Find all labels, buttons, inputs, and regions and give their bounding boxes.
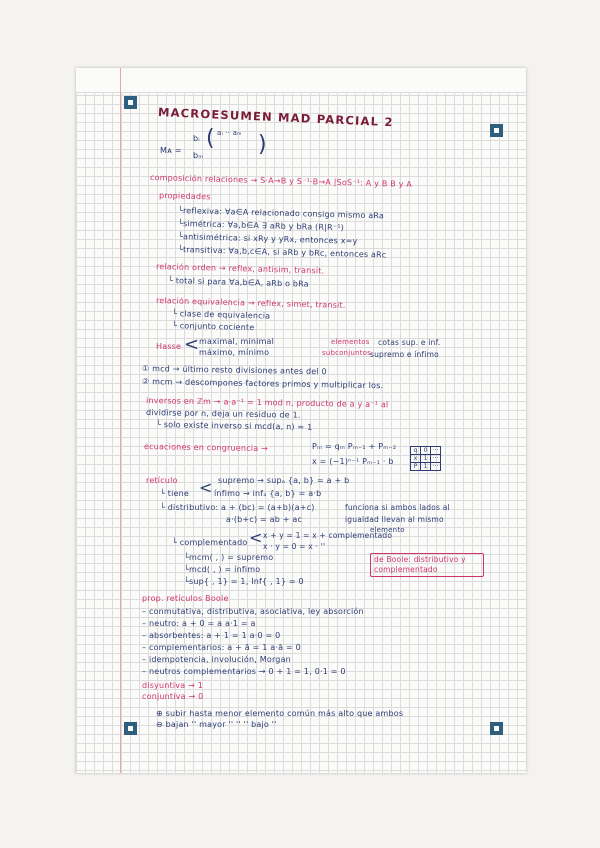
matrix-left-paren: (	[206, 126, 215, 151]
reticulo-sup: └sup{ , 1} = 1, Inf{ , 1} = 0	[184, 577, 304, 586]
relacion-orden: relación orden → reflex, antisim, transit.	[155, 262, 325, 276]
ecuaciones-formula-1: Pₘ = qₘ Pₘ₋₁ + Pₘ₋₂	[312, 442, 397, 451]
maximo-minimo: máximo, mínimo	[199, 348, 270, 357]
hasse-brace: <	[184, 334, 200, 355]
table-row	[411, 447, 441, 455]
prop-boole-1: – conmutativa, distributiva, asociativa, ley absorción	[142, 607, 364, 616]
prop-reflexiva: └reflexiva: ∀a∈A relacionado consigo mismo aRa	[177, 206, 385, 221]
reticulo-distributivo: └ distributivo: a + (bc) = (a+b)(a+c)	[160, 503, 315, 512]
prop-transitiva: └transitiva: ∀a,b,c∈A, si aRb y bRc, entonces aRc	[177, 245, 387, 260]
boole-note-line-1: de Boole: distributivo y	[374, 555, 466, 564]
conjunto-cociente: └ conjunto cociente	[171, 321, 255, 333]
page-top-strip	[76, 68, 526, 93]
reticulo-brace: <	[199, 478, 213, 497]
page-title: MACROESUMEN MAD PARCIAL 2	[157, 105, 394, 130]
hasse-label: Hasse	[156, 342, 182, 351]
reticulo-supremo: supremo → supₐ {a, b} = a + b	[218, 476, 350, 485]
table-cell: x	[411, 455, 421, 463]
matrix-row2: bₘ	[193, 151, 204, 160]
prop-boole-6: – neutros complementarios → 0 + 1 = 1, 0·1 = 0	[142, 667, 346, 676]
relacion-equivalencia: relación equivalencia → reflex, simet, transit.	[155, 296, 346, 310]
table-cell: 1	[421, 455, 431, 463]
mcm-line: ② mcm → descompones factores primos y multiplicar los.	[141, 377, 384, 391]
prop-simetrica: └simétrica: ∀a,b∈A ∃ aRb y bRa (R|R⁻¹)	[177, 219, 345, 233]
prop-antisimetrica: └antisimétrica: si xRy y yRx, entonces x=y	[177, 232, 358, 246]
prop-boole-4: – complementarios: a + ā = 1 a·ā = 0	[142, 643, 301, 652]
corner-marker-bottom-left	[124, 722, 137, 735]
matrix-row1: bᵢ	[193, 134, 200, 143]
boole-note-line-2: complementado	[374, 565, 438, 574]
inversos-line-1: inversos en ℤm → a·a⁻¹ = 1 mod n, producto de a y a⁻¹ al	[145, 396, 389, 410]
conjuntiva-line: conjuntiva → 0	[142, 692, 204, 701]
complementado-eq-1: x + y = 1 = x + complementado	[263, 531, 393, 540]
reticulo-complementado: └ complementado	[172, 538, 248, 547]
reticulo-tiene: └ tiene	[160, 489, 190, 498]
table-cell: P	[411, 463, 421, 471]
corner-marker-top-right	[490, 124, 503, 137]
margin-line	[120, 68, 121, 773]
disyuntiva-line: disyuntiva → 1	[142, 681, 204, 690]
matrix-label: Mᴀ =	[160, 146, 182, 155]
mcd-line: ① mcd → último resto divisiones antes del 0	[141, 364, 327, 377]
reticulo-funciona: funciona si ambos lados al	[345, 503, 450, 512]
ecuaciones-formula-2: x = (−1)ⁿ⁻¹ Pₘ₋₁ · b	[312, 457, 394, 466]
inversos-line-3: └ solo existe inverso si mcd(a, n) = 1	[155, 420, 313, 432]
total-line: └ total si para ∀a,b∈A, aRb o bRa	[167, 276, 309, 289]
corner-marker-top-left	[124, 96, 137, 109]
complementado-brace: <	[249, 528, 263, 547]
clase-equivalencia: └ clase de equivalencia	[171, 309, 271, 321]
inversos-line-2: dividirse por n, deja un residuo de 1.	[145, 408, 301, 420]
reticulo-heading: retículo	[146, 476, 178, 485]
reticulo-elemento: elemento	[370, 526, 405, 534]
table-row	[411, 463, 441, 471]
table-cell: 1	[421, 463, 431, 471]
table-cell: ···	[431, 447, 441, 455]
supremo-infimo-text: supremo e ínfimo	[370, 350, 439, 359]
propiedades-heading: propiedades	[158, 191, 211, 202]
elementos-label: elementos	[331, 338, 370, 346]
composicion-heading: composición relaciones → S·A→B y S⁻¹·B→A |SoS⁻¹: A y B B y A	[149, 173, 413, 189]
table-cell: ···	[431, 463, 441, 471]
ecuaciones-heading: ecuaciones en congruencia →	[143, 442, 269, 454]
table-cell: ···	[431, 455, 441, 463]
reticulo-infimo: ínfimo → infₐ {a, b} = a·b	[214, 489, 322, 498]
matrix-col-header: aᵢ ·· aₘ	[217, 129, 242, 137]
complementado-eq-2: x · y = 0 = x · ''	[263, 542, 326, 551]
prop-boole-3: – absorbentes: a + 1 = 1 a·0 = 0	[142, 631, 281, 640]
prop-boole-2: – neutro: a + 0 = a a·1 = a	[142, 619, 256, 628]
table-cell: 0	[421, 447, 431, 455]
final-line-1: ⊕ subir hasta menor elemento común más alto que ambos	[156, 709, 404, 718]
matrix-right-paren: )	[258, 132, 267, 157]
prop-boole-5: – idempotencia, involución, Morgan	[142, 655, 291, 664]
table-cell: q	[411, 447, 421, 455]
maximal-minimal: maximal, minimal	[199, 337, 275, 346]
subconjuntos-label: subconjuntos	[322, 349, 371, 357]
corner-marker-bottom-right	[490, 722, 503, 735]
reticulo-mcm: └mcm( , ) = supremo	[184, 553, 274, 562]
final-line-2: ⊖ bajan '' mayor '' '' '' bajo ''	[156, 720, 277, 729]
prop-boole-heading: prop. retículos Boole	[142, 594, 229, 603]
reticulo-distributivo-2: a·(b+c) = ab + ac	[226, 515, 303, 524]
cotas-text: cotas sup. e inf.	[378, 338, 441, 347]
table-row	[411, 455, 441, 463]
reticulo-igualdad: igualdad llevan al mismo	[345, 515, 444, 524]
ecuaciones-table	[410, 446, 441, 471]
reticulo-mcd: └mcd( , ) = ínfimo	[184, 565, 261, 574]
